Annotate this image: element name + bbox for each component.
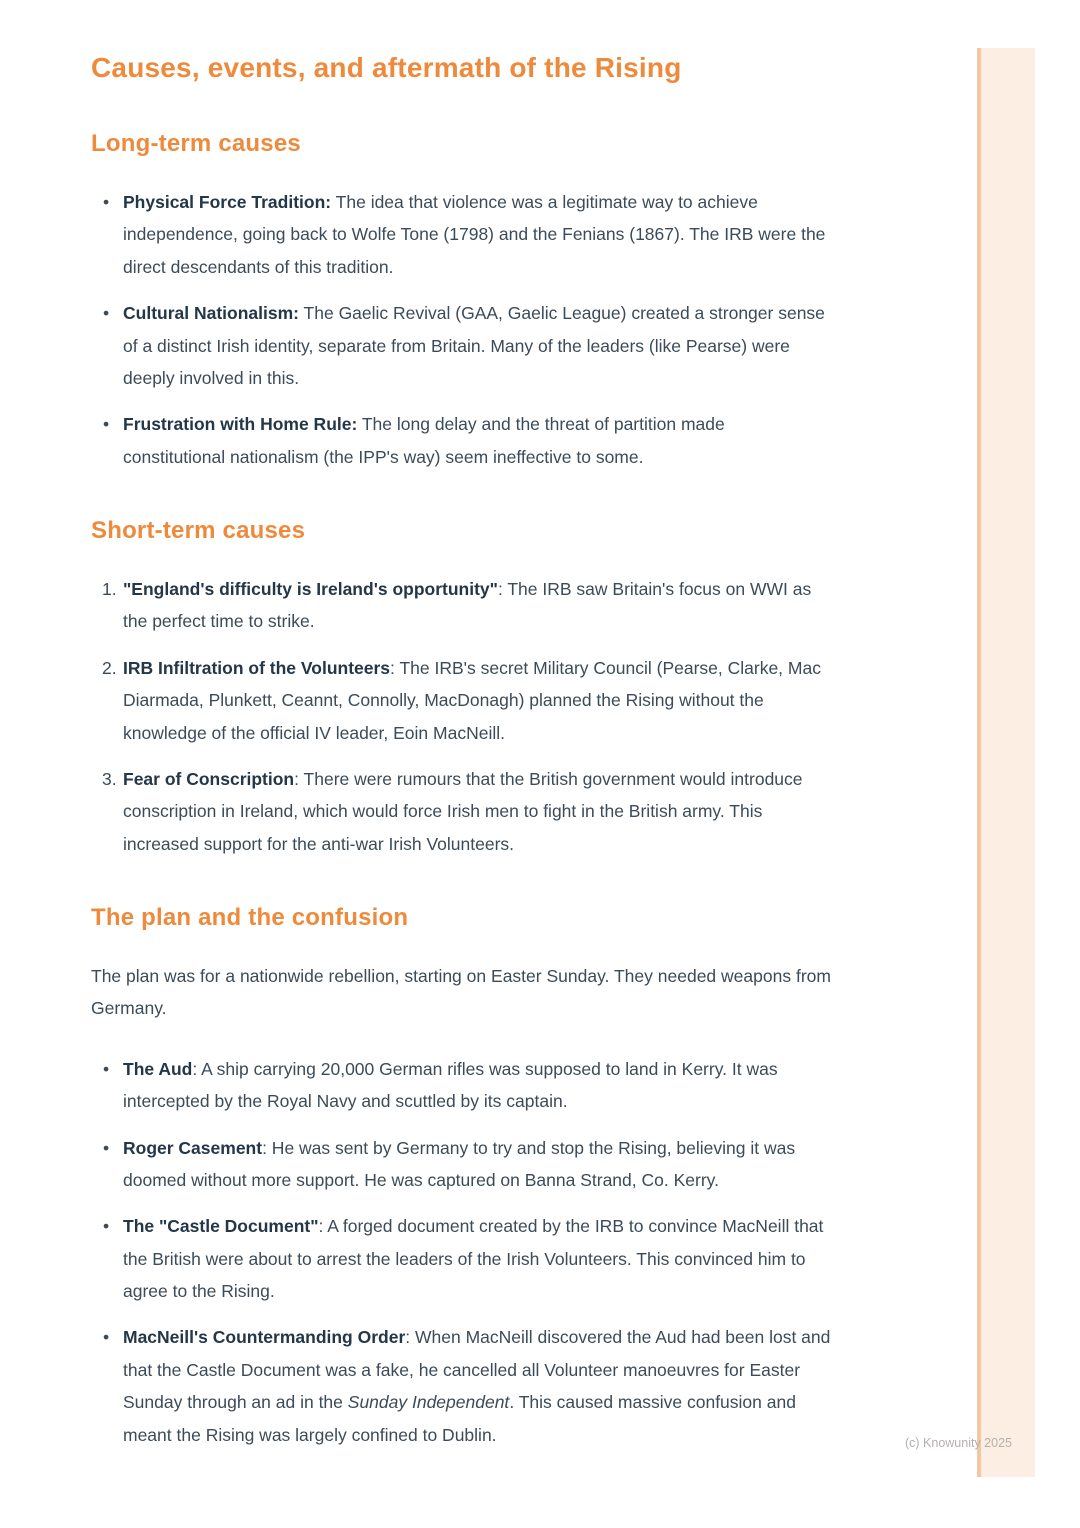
list-item-lead: "England's difficulty is Ireland's opportunity" bbox=[123, 579, 498, 599]
list-item-lead: Physical Force Tradition: bbox=[123, 192, 332, 212]
list-item bbox=[91, 408, 831, 473]
section-heading: The plan and the confusion bbox=[91, 904, 409, 931]
list-item-text bbox=[123, 186, 831, 283]
list-item-text bbox=[123, 408, 831, 473]
bullet-list bbox=[91, 1053, 831, 1451]
section-long-term-causes bbox=[91, 130, 831, 473]
list-item bbox=[91, 652, 831, 749]
list-item-rest: : He was sent by Germany to try and stop the Rising, believing it was doomed without more support. He was captured on Banna Strand, Co. Kerry. bbox=[123, 1137, 796, 1190]
list-item-rest-after: . This caused massive confusion and meant the Rising was largely confined to Dublin. bbox=[123, 1392, 796, 1445]
number-marker: 3. bbox=[102, 768, 117, 789]
bullet-marker: • bbox=[103, 303, 110, 324]
list-item-lead: MacNeill's Countermanding Order bbox=[123, 1327, 406, 1348]
list-item-rest: The idea that violence was a legitimate way to achieve independence, going back to Wolfe Tone (1798) and the Fenians (1867). The IRB were the direct descendants of this tradition. bbox=[123, 192, 826, 277]
list-item-text bbox=[123, 652, 831, 749]
newspaper-name-italic: Sunday Independent bbox=[347, 1392, 510, 1413]
list-item-lead: Roger Casement bbox=[123, 1137, 263, 1158]
list-item bbox=[91, 763, 831, 860]
bullet-marker: • bbox=[103, 192, 110, 212]
list-item-text bbox=[123, 1321, 831, 1451]
list-item-rest: : The IRB's secret Military Council (Pearse, Clarke, Mac Diarmada, Plunkett, Ceannt, Connolly, MacDonagh) planned the Rising without the knowledge of the official IV leader, Eoin MacNeill. bbox=[123, 657, 821, 743]
section-heading: Long-term causes bbox=[91, 130, 301, 157]
list-item-lead: Cultural Nationalism: bbox=[123, 303, 299, 324]
bullet-marker: • bbox=[103, 1216, 110, 1237]
page-title: Causes, events, and aftermath of the Rising bbox=[91, 52, 682, 83]
list-item bbox=[91, 297, 831, 394]
list-item bbox=[91, 1053, 831, 1118]
list-item-text bbox=[123, 1210, 831, 1307]
section-intro-paragraph: The plan was for a nationwide rebellion, starting on Easter Sunday. They needed weapons from Germany. bbox=[91, 966, 831, 1019]
list-item-rest: The Gaelic Revival (GAA, Gaelic League) created a stronger sense of a distinct Irish identity, separate from Britain. Many of the leaders (like Pearse) were deeply involved in this. bbox=[123, 303, 825, 388]
list-item bbox=[91, 1132, 831, 1197]
list-item-text bbox=[123, 1053, 831, 1118]
number-marker: 2. bbox=[102, 657, 117, 678]
list-item-text bbox=[123, 297, 831, 394]
list-item-rest: The long delay and the threat of partition made constitutional nationalism (the IPP's way) seem ineffective to some. bbox=[123, 414, 725, 467]
copyright-footer: (c) Knowunity 2025 bbox=[904, 1436, 1012, 1450]
bullet-marker: • bbox=[103, 414, 110, 435]
number-marker: 1. bbox=[102, 579, 117, 599]
section-short-term-causes bbox=[91, 517, 831, 860]
list-item bbox=[91, 573, 831, 638]
list-item bbox=[91, 1210, 831, 1307]
bullet-marker: • bbox=[103, 1137, 110, 1158]
bullet-list bbox=[91, 186, 831, 473]
list-item-rest: : A ship carrying 20,000 German rifles was supposed to land in Kerry. It was intercepted by the Royal Navy and scuttled by its captain. bbox=[123, 1058, 778, 1112]
list-item bbox=[91, 1321, 831, 1451]
list-item-lead: IRB Infiltration of the Volunteers bbox=[123, 657, 391, 678]
section-heading: Short-term causes bbox=[91, 517, 306, 544]
list-item-rest: : When MacNeill discovered the Aud had been lost and that the Castle Document was a fake, he cancelled all Volunteer manoeuvres for Easter Sunday through an ad in the bbox=[123, 1327, 831, 1413]
list-item bbox=[91, 186, 831, 283]
bullet-marker: • bbox=[103, 1327, 110, 1348]
numbered-list bbox=[91, 573, 831, 860]
list-item-lead: The "Castle Document" bbox=[123, 1216, 319, 1237]
list-item-lead: The Aud bbox=[123, 1058, 193, 1079]
list-item-rest: : A forged document created by the IRB to convince MacNeill that the British were about to arrest the leaders of the Irish Volunteers. This convinced him to agree to the Rising. bbox=[123, 1216, 824, 1301]
list-item-rest: : There were rumours that the British government would introduce conscription in Ireland, which would force Irish men to fight in the British army. This increased support for the anti-war Irish Volunteers. bbox=[123, 768, 803, 854]
list-item-text bbox=[123, 763, 831, 860]
list-item-text bbox=[123, 573, 831, 638]
list-item-lead: Frustration with Home Rule: bbox=[123, 414, 358, 435]
list-item-lead: Fear of Conscription bbox=[123, 768, 295, 789]
section-plan-and-confusion bbox=[91, 904, 831, 1451]
bullet-marker: • bbox=[103, 1058, 110, 1079]
list-item-text bbox=[123, 1132, 831, 1197]
list-item-rest: : The IRB saw Britain's focus on WWI as the perfect time to strike. bbox=[123, 579, 812, 632]
